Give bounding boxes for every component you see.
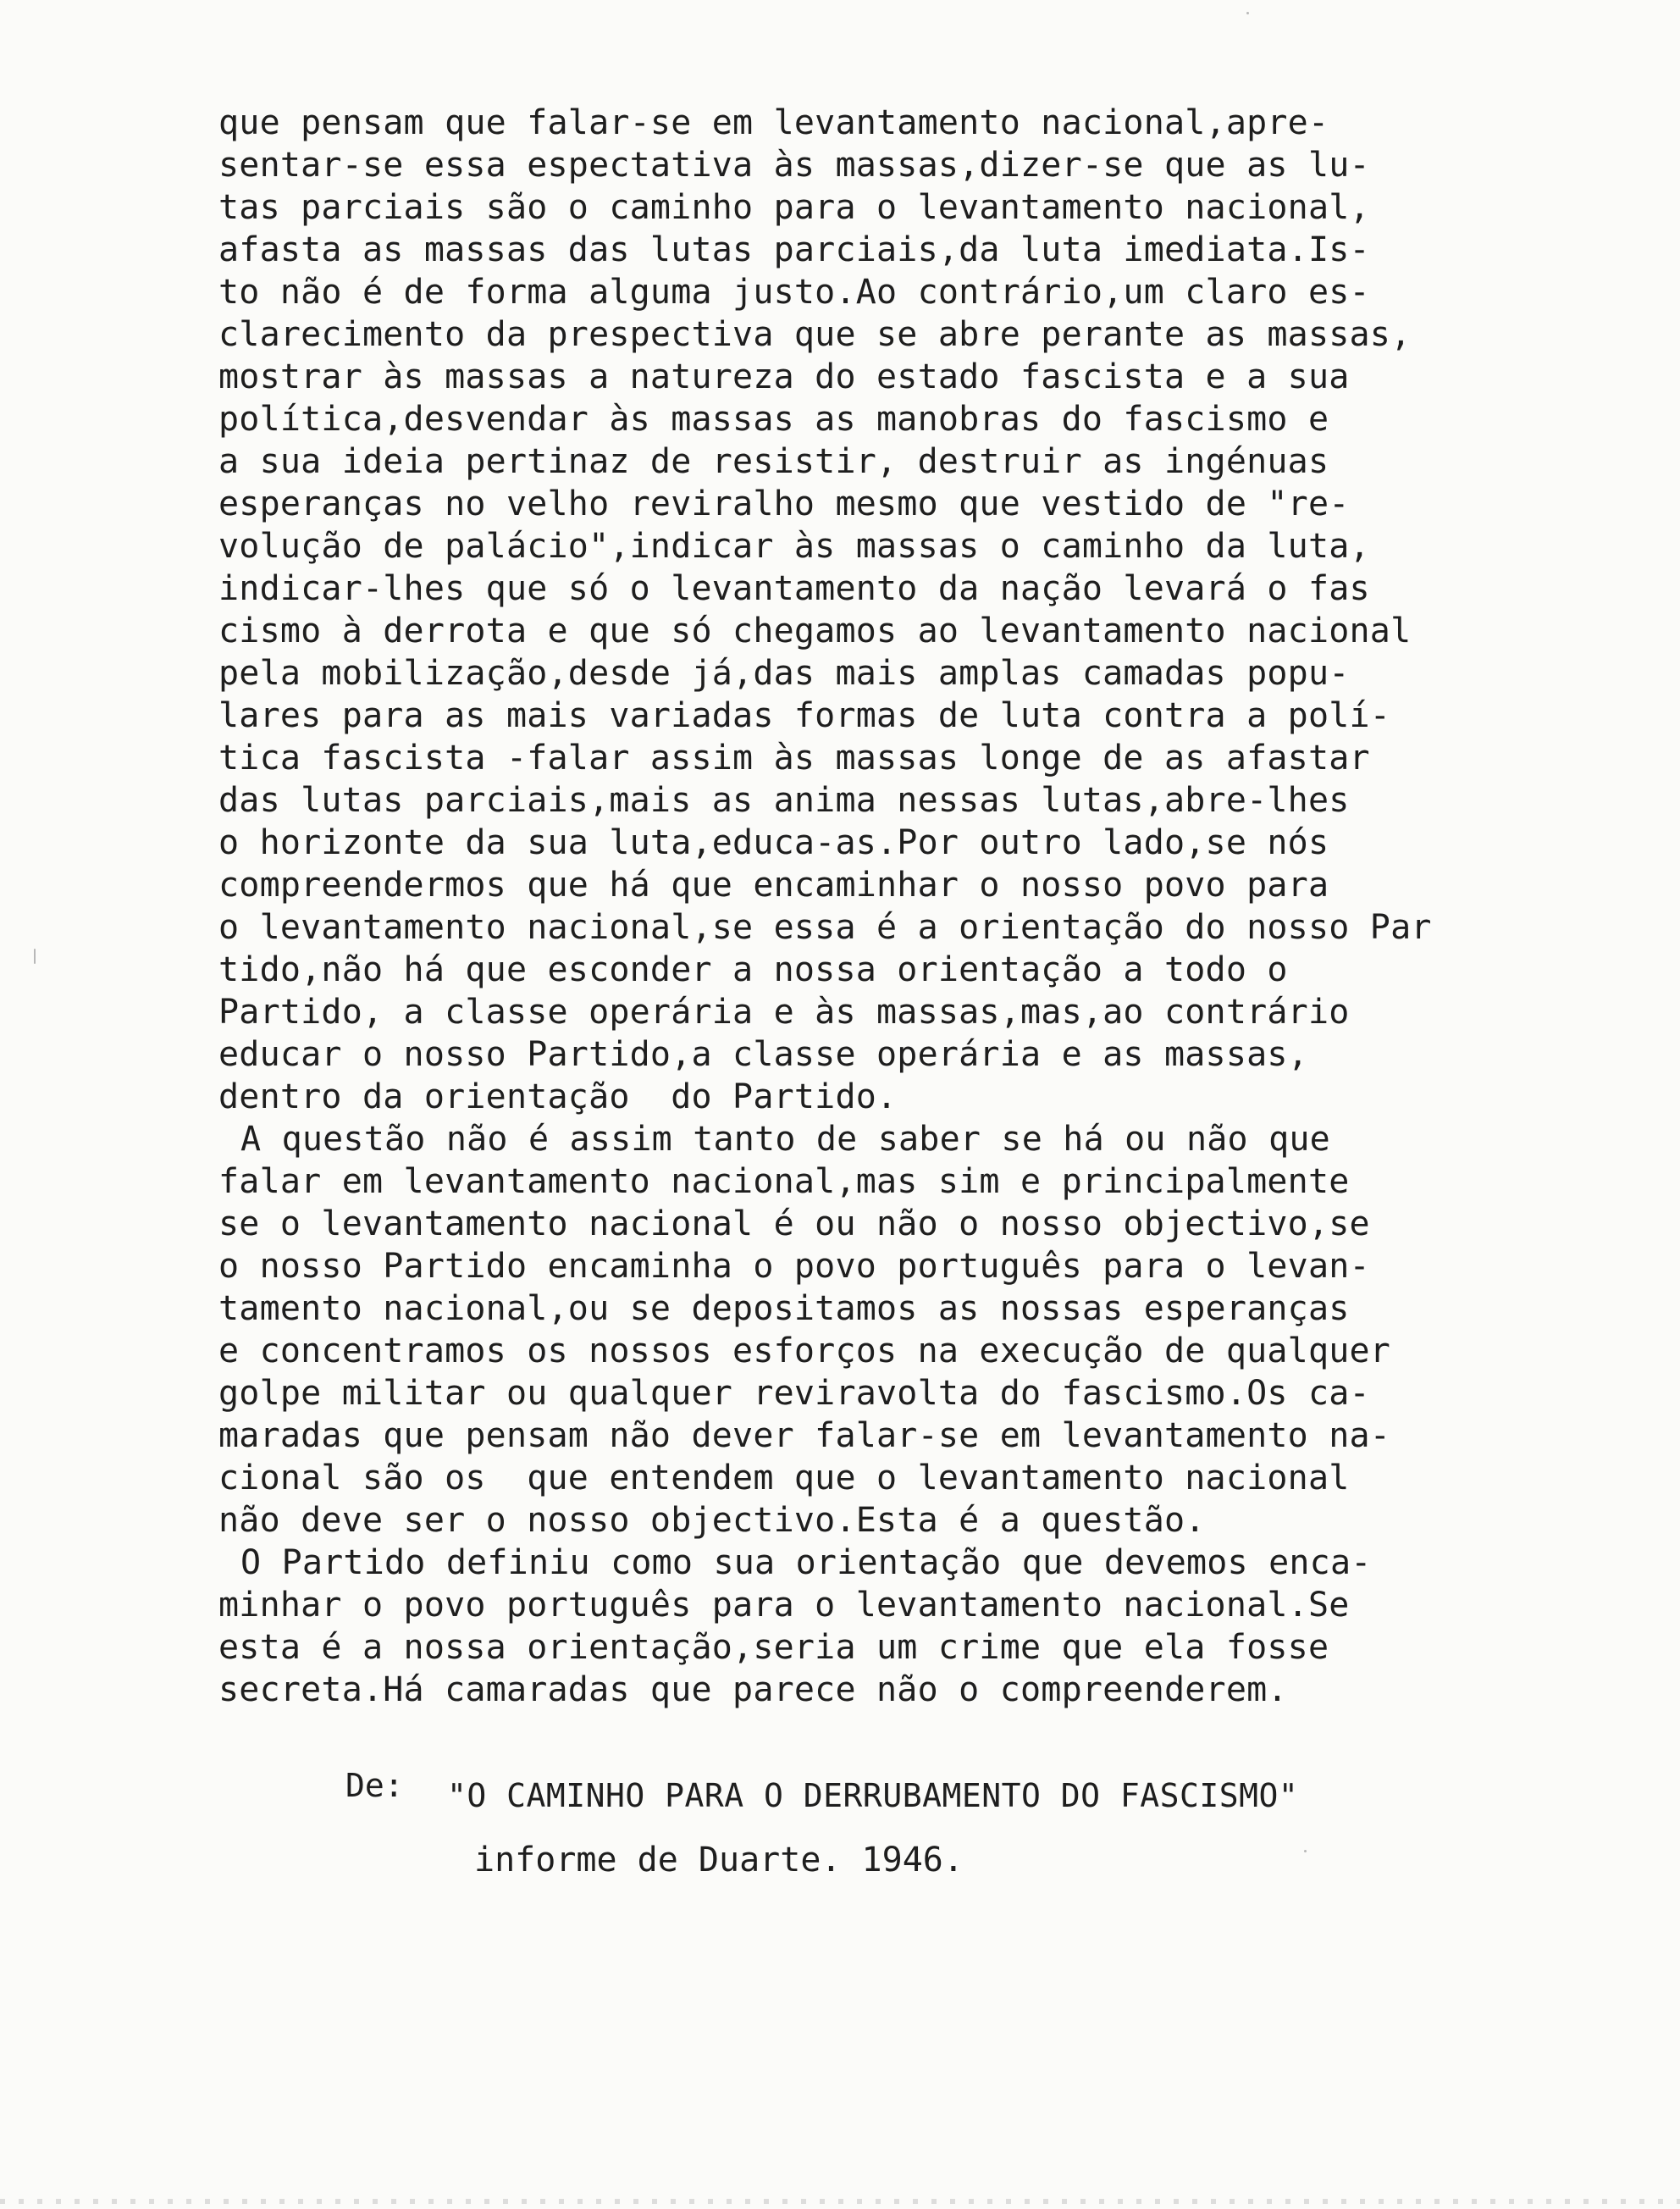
text-line-18: o horizonte da sua luta,educa-as.Por outro lado,se nós	[218, 823, 1329, 862]
text-line-19: compreendermos que há que encaminhar o nosso povo para	[218, 866, 1329, 905]
source-title: "O CAMINHO PARA O DERRUBAMENTO DO FASCISMO"	[447, 1777, 1299, 1814]
text-line-24: dentro da orientação do Partido.	[218, 1077, 898, 1116]
text-line-8: política,desvendar às massas as manobras do fascismo e	[218, 400, 1329, 439]
text-line-20: o levantamento nacional,se essa é a orientação do nosso Par	[218, 908, 1432, 947]
text-line-36: minhar o povo português para o levantamento nacional.Se	[218, 1586, 1350, 1625]
source-label: De:	[345, 1767, 404, 1804]
text-line-1: que pensam que falar-se em levantamento nacional,apre-	[218, 103, 1329, 142]
text-line-16: tica fascista -falar assim às massas longe de as afastar	[218, 739, 1370, 778]
text-line-15: lares para as mais variadas formas de luta contra a polí-	[218, 696, 1391, 735]
scan-speck	[1246, 12, 1249, 14]
text-line-34: não deve ser o nosso objectivo.Esta é a questão.	[218, 1501, 1206, 1540]
text-line-3: tas parciais são o caminho para o levantamento nacional,	[218, 188, 1370, 227]
body-text	[218, 102, 1624, 1711]
scan-bottom-edge	[0, 2199, 1680, 2204]
text-line-25: A questão não é assim tanto de saber se há ou não que	[240, 1120, 1330, 1159]
text-line-33: cional são os que entendem que o levantamento nacional	[218, 1459, 1350, 1498]
text-line-27: se o levantamento nacional é ou não o nosso objectivo,se	[218, 1204, 1370, 1243]
source-info: informe de Duarte. 1946.	[474, 1841, 964, 1880]
text-line-6: clarecimento da prespectiva que se abre perante as massas,	[218, 315, 1412, 354]
text-line-13: cismo à derrota e que só chegamos ao levantamento nacional	[218, 612, 1412, 651]
text-line-37: esta é a nossa orientação,seria um crime que ela fosse	[218, 1628, 1329, 1667]
source-row	[345, 1763, 1616, 1828]
text-line-22: Partido, a classe operária e às massas,mas,ao contrário	[218, 993, 1350, 1032]
text-line-11: volução de palácio",indicar às massas o caminho da luta,	[218, 527, 1370, 566]
text-line-32: maradas que pensam não dever falar-se em levantamento na-	[218, 1416, 1391, 1455]
text-line-38: secreta.Há camaradas que parece não o compreenderem.	[218, 1670, 1288, 1709]
text-line-28: o nosso Partido encaminha o povo português para o levan-	[218, 1247, 1370, 1286]
text-line-26: falar em levantamento nacional,mas sim e principalmente	[218, 1162, 1350, 1201]
text-line-9: a sua ideia pertinaz de resistir, destruir as ingénuas	[218, 442, 1329, 481]
text-line-2: sentar-se essa espectativa às massas,dizer-se que as lu-	[218, 146, 1370, 185]
text-line-35: O Partido definiu como sua orientação que devemos enca-	[240, 1543, 1372, 1582]
text-line-17: das lutas parciais,mais as anima nessas lutas,abre-lhes	[218, 781, 1350, 820]
text-line-21: tido,não há que esconder a nossa orientação a todo o	[218, 950, 1288, 989]
text-line-30: e concentramos os nossos esforços na execução de qualquer	[218, 1331, 1391, 1370]
scan-speck	[1304, 1850, 1307, 1852]
text-line-14: pela mobilização,desde já,das mais amplas camadas popu-	[218, 654, 1350, 693]
text-line-10: esperanças no velho reviralho mesmo que vestido de "re-	[218, 484, 1350, 523]
source-citation	[345, 1763, 1616, 1892]
text-line-7: mostrar às massas a natureza do estado fascista e a sua	[218, 357, 1350, 396]
text-line-12: indicar-lhes que só o levantamento da nação levará o fas	[218, 569, 1370, 608]
text-line-29: tamento nacional,ou se depositamos as nossas esperanças	[218, 1289, 1350, 1328]
text-line-31: golpe militar ou qualquer reviravolta do fascismo.Os ca-	[218, 1374, 1370, 1413]
scan-speck	[34, 949, 36, 964]
text-line-5: to não é de forma alguma justo.Ao contrário,um claro es-	[218, 273, 1370, 312]
text-line-4: afasta as massas das lutas parciais,da luta imediata.Is-	[218, 230, 1370, 269]
text-line-23: educar o nosso Partido,a classe operária e as massas,	[218, 1035, 1308, 1074]
